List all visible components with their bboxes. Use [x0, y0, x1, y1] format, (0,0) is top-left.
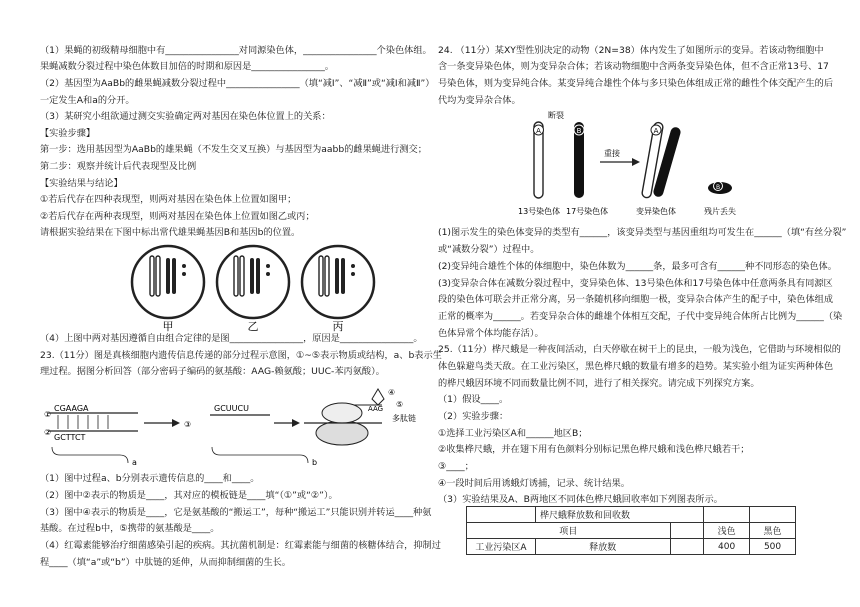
table-col-light: 浅色	[704, 523, 750, 539]
dna-bottom-strand: GCTTCT	[54, 433, 86, 442]
table-col-item: 项目	[467, 523, 671, 539]
cell-circle-jia	[132, 246, 204, 318]
chromosome-figure	[508, 108, 758, 220]
process-a-label: a	[132, 458, 137, 467]
q22-3-line1: （3）某研究小组欲通过测交实验确定两对基因在染色体位置上的关系：	[40, 111, 331, 122]
table-row	[467, 523, 796, 539]
q24-intro-line4: 代均为变异杂合体。	[438, 95, 521, 106]
variant-chr-label: 变异染色体	[636, 207, 676, 216]
q24-intro-line2: 含一条变异染色体，则为变异杂合体；若该动物细胞中含两条变异染色体，但不含正常13号、17	[438, 61, 829, 72]
q23-4-line1: （4）红霉素能够治疗细菌感染引起的疾病。其抗菌机制是：红霉素能与细菌的核糖体结合，抑制过	[40, 540, 441, 551]
q24-1-line1: (1)图示发生的染色体变异的类型有______，该变异类型与基因重组均可发生在______（填“有丝分裂”	[438, 227, 847, 238]
q22-2-line1: （2）基因型为AaBb的雌果蝇减数分裂过程中________________（填“减Ⅰ”、“减Ⅱ”或“减Ⅰ和减Ⅱ”）	[40, 78, 435, 89]
table-row	[467, 539, 796, 555]
q22-2-line2: 一定发生A和a的分开。	[40, 95, 135, 106]
q23-3-line2: 基酸。在过程b中，⑤携带的氨基酸是____。	[40, 523, 220, 534]
dna-top-strand: CGAAGA	[54, 404, 89, 413]
q25-2-heading: （2）实验步骤：	[438, 411, 509, 422]
label-2: ②	[44, 428, 52, 437]
chr13-label: 13号染色体	[518, 207, 561, 216]
circle-label-yi: 乙	[247, 320, 259, 332]
table-col-dark: 黑色	[750, 523, 796, 539]
gene-B-lost: B	[715, 184, 721, 191]
rejoin-label: 重接	[604, 149, 620, 158]
cell-circle-bing	[302, 246, 374, 318]
mrna-sequence: GCUUCU	[214, 404, 249, 413]
q25-step2: ②收集桦尺蛾，并在翅下用有色颜料分别标记黑色桦尺蛾和浅色桦尺蛾若干；	[438, 444, 750, 455]
label-5: ⑤	[396, 400, 404, 409]
q24-1-line2: 或“减数分裂”）过程中。	[438, 244, 540, 255]
result-one: ①若后代存在四种表现型，则两对基因在染色体上位置如图甲；	[40, 194, 297, 205]
result-two: ②若后代存在两种表现型，则两对基因在染色体上位置如图乙或丙；	[40, 211, 315, 222]
gene-A-variant: A	[653, 127, 659, 135]
q25-3: （3）实验结果及A、B两地区不同体色桦尺蛾回收率如下列图表所示。	[438, 494, 723, 505]
chr17-label: 17号染色体	[566, 207, 609, 216]
table-row-label-a: 工业污染区A	[467, 539, 536, 555]
q25-step4: ④一段时间后用诱蛾灯诱捕，记录、统计结果。	[438, 478, 630, 489]
q23-1: （1）图中过程a、b分别表示遗传信息的____和____。	[40, 473, 260, 484]
instruction-line: 请根据实验结果在下图中标出常代雄果蝇基因B和基因b的位置。	[40, 227, 301, 238]
q25-intro-line3: 的桦尺蛾因环境不同而数量比例不同，进行了相关探究。请完成下列探究方案。	[438, 378, 760, 389]
q24-3-line3: 正常的概率为______。若变异杂合体的雌雄个体相互交配，子代中变异纯合体所占比例为______（染	[438, 311, 843, 322]
q25-step1: ①选择工业污染区A和______地区B；	[438, 428, 588, 439]
cell-circles-figure	[128, 244, 378, 332]
gene-A-13: A	[536, 127, 541, 135]
cell-circle-yi	[217, 246, 289, 318]
q24-intro-line1: 24. （11分）某XY型性别决定的动物（2N=38）体内发生了如图所示的变异。若该动物细胞中	[438, 45, 824, 56]
fragment-lost-label: 残片丢失	[704, 207, 736, 216]
results-heading: 【实验结果与结论】	[40, 178, 123, 189]
table-cell-light-released: 400	[704, 539, 750, 555]
q25-intro-line1: 25.（11分）桦尺蛾是一种夜间活动，白天停歇在树干上的昆虫，一般为浅色，它借助与环境相似的	[438, 344, 841, 355]
circle-label-jia: 甲	[162, 320, 174, 332]
q23-2: （2）图中②表示的物质是____，其对应的模板链是____填“（①”或“②”）。	[40, 490, 338, 501]
table-header-release-recovery: 桦尺蛾释放数和回收数	[536, 507, 704, 523]
q24-3-line2: 段的染色体可联会并正常分离，另一条随机移向细胞一极，变异杂合体产生的配子中，染色体组成	[438, 294, 834, 305]
table-cell-dark-released: 500	[750, 539, 796, 555]
q25-1: （1）假设____。	[438, 394, 509, 405]
q22-1-line2: 果蝇减数分裂过程中染色体数目加倍的时期和原因是________________。	[40, 61, 334, 72]
q24-2: (2)变异纯合雄性个体的体细胞中，染色体数为______条，最多可含有______种不同形态的染色体。	[438, 261, 837, 272]
label-4: ④	[388, 388, 396, 397]
gene-B-17: B	[576, 127, 582, 135]
q24-3-line1: (3)变异杂合体在减数分裂过程中，变异染色体、13号染色体和17号染色体中任意两条具有同源区	[438, 278, 833, 289]
q23-3-line1: （3）图中④表示的物质是____，它是氨基酸的“搬运工”，每种“搬运工”只能识别并转运____种氨	[40, 507, 432, 518]
q25-step3: ③____；	[438, 461, 474, 472]
q25-intro-line2: 体色躲避鸟类天敌。在工业污染区，黑色桦尺蛾的数量有增多的趋势。某实验小组为证实两种体色	[438, 361, 834, 372]
table-row	[467, 507, 796, 523]
q23-intro-line2: 理过程。据图分析回答（部分密码子编码的氨基酸：AAG-赖氨酸；UUC-苯丙氨酸）。	[40, 366, 385, 377]
q23-intro-line1: 23.（11分）图是真核细胞内遗传信息传递的部分过程示意图，①~⑤表示物质或结构，a、b表示生	[40, 350, 442, 361]
process-b-label: b	[312, 458, 318, 467]
label-1: ①	[44, 410, 52, 419]
experiment-steps-heading: 【实验步骤】	[40, 128, 96, 139]
label-3: ③	[184, 420, 192, 429]
circle-label-bing: 丙	[332, 320, 344, 332]
q22-4-line: （4）上图中两对基因遵循自由组合定律的是图________________，原因是________________。	[40, 333, 423, 344]
q24-3-line4: 色体异常个体均能存活）。	[438, 328, 544, 339]
anticodon-text: AAG	[368, 405, 384, 413]
polypeptide-label: 多肽链	[392, 414, 416, 423]
step-two: 第二步：观察并统计后代表现型及比例	[40, 161, 197, 172]
table-row-released: 释放数	[536, 539, 671, 555]
q23-4-line2: 程____（填“a”或“b”）中肽链的延伸，从而抑制细菌的生长。	[40, 557, 291, 568]
q22-1-line1: （1）果蝇的初级精母细胞中有________________对同源染色体，________________个染色体组。	[40, 45, 432, 56]
break-label: 断裂	[548, 111, 564, 120]
q24-intro-line3: 号染色体，则为变异纯合体。某变异纯合雄性个体与多只染色体组成正常的雌性个体交配产生的后	[438, 78, 834, 89]
step-one: 第一步：选用基因型为AaBb的雄果蝇（不发生交叉互换）与基因型为aabb的雌果蝇进行测交；	[40, 144, 427, 155]
gene-expression-diagram	[42, 383, 427, 467]
moth-results-table	[466, 506, 796, 555]
